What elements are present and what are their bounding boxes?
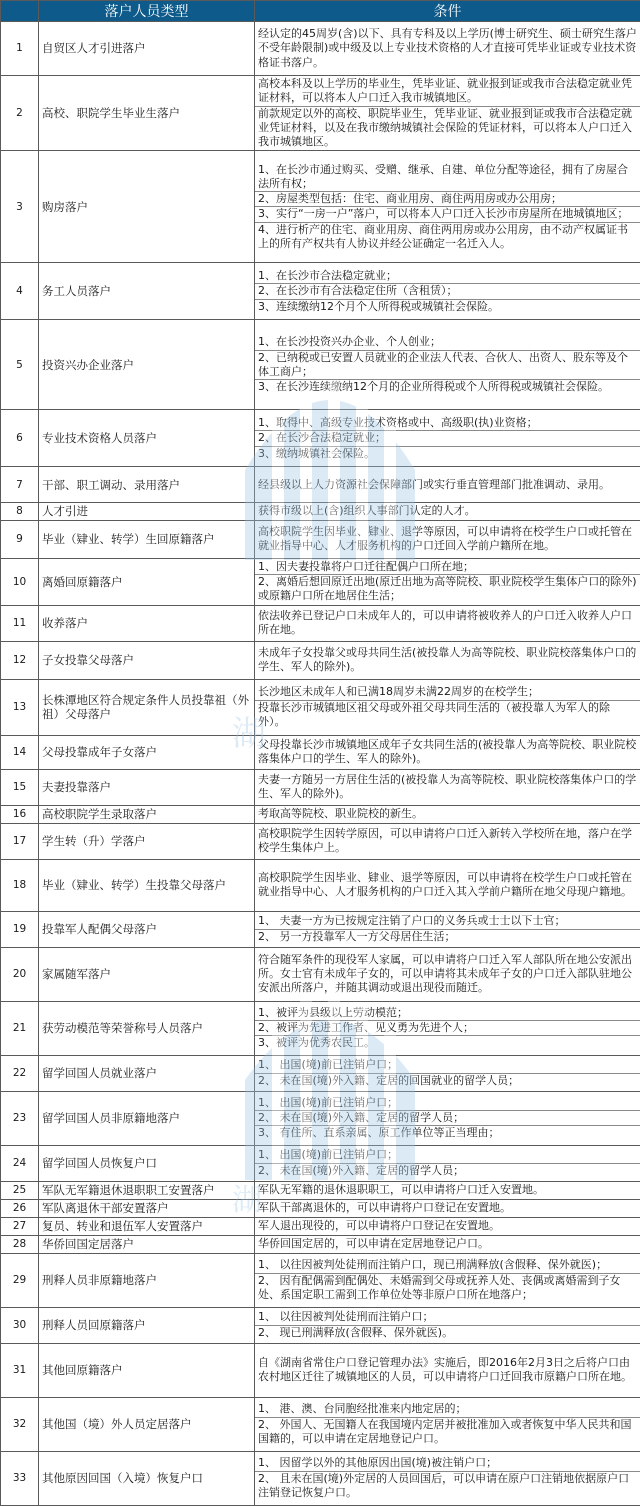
conditions-cell bbox=[255, 520, 640, 558]
condition-item: 1、在长沙投资兴办企业、个人创业； bbox=[258, 335, 637, 349]
condition-item: 高校职院学生因转学原因，可以申请将户口迁入新转入学校所在地，落户在学校学生集体户上。 bbox=[258, 827, 637, 856]
settlement-type: 留学回国人员恢复户口 bbox=[39, 1145, 255, 1181]
condition-item: 1、 因留学以外的其他原因出国(境)被注销户口； bbox=[258, 1456, 637, 1470]
row-number: 7 bbox=[1, 467, 39, 503]
conditions-cell bbox=[255, 1235, 640, 1253]
settlement-type: 子女投靠父母落户 bbox=[39, 641, 255, 679]
row-number: 26 bbox=[1, 1199, 39, 1217]
table-row bbox=[1, 503, 640, 520]
settlement-type: 离婚回原籍落户 bbox=[39, 558, 255, 605]
conditions-cell bbox=[255, 605, 640, 641]
condition-item: 1、在长沙市合法稳定就业； bbox=[258, 269, 637, 283]
condition-item: 1、 港、澳、台同胞经批准来内地定居的； bbox=[258, 1402, 637, 1416]
settlement-type: 夫妻投靠落户 bbox=[39, 769, 255, 805]
condition-item: 1、 出国(境)前已注销户口； bbox=[258, 1148, 637, 1162]
row-number: 3 bbox=[1, 151, 39, 263]
table-row bbox=[1, 1343, 640, 1397]
table-row bbox=[1, 1307, 640, 1343]
settlement-type: 复员、转业和退伍军人安置落户 bbox=[39, 1217, 255, 1235]
conditions-cell bbox=[255, 1055, 640, 1091]
conditions-cell bbox=[255, 1343, 640, 1397]
settlement-type: 华侨回国定居落户 bbox=[39, 1235, 255, 1253]
condition-item: 军人退出现役的，可以申请将户口登记在安置地。 bbox=[258, 1219, 637, 1233]
row-number: 1 bbox=[1, 22, 39, 76]
row-number: 6 bbox=[1, 410, 39, 467]
condition-item: 经县级以上人力资源社会保障部门或实行垂直管理部门批准调动、录用。 bbox=[258, 478, 637, 492]
condition-item: 2、 未在国(境)外入籍、定居的回国就业的留学人员； bbox=[255, 1073, 640, 1088]
table-row bbox=[1, 641, 640, 679]
row-number: 14 bbox=[1, 735, 39, 769]
condition-item: 2、 未在国(境)外入籍、定居的留学人员； bbox=[255, 1163, 640, 1178]
condition-item: 前款规定以外的高校、职院毕业生，凭毕业证、就业报到证或我市合法稳定就业凭证材料，以及在我市缴纳城镇社会保险的凭证材料，可以将本人户口迁入我市城镇地区。 bbox=[255, 106, 640, 150]
conditions-cell bbox=[255, 467, 640, 503]
condition-item: 1、在长沙市通过购买、受赠、继承、自建、单位分配等途径，拥有了房屋合法所有权； bbox=[258, 163, 637, 192]
table-row bbox=[1, 769, 640, 805]
table-row bbox=[1, 1001, 640, 1055]
condition-item: 1、 夫妻一方为已按规定注销了户口的义务兵或士士以下士官； bbox=[258, 914, 637, 928]
row-number: 28 bbox=[1, 1235, 39, 1253]
table-row bbox=[1, 735, 640, 769]
conditions-cell bbox=[255, 1307, 640, 1343]
condition-item: 3、 有住所、直系亲属、原工作单位等正当理由； bbox=[255, 1125, 640, 1140]
conditions-cell bbox=[255, 76, 640, 151]
settlement-type: 刑释人员回原籍落户 bbox=[39, 1307, 255, 1343]
condition-item: 高校职院学生因毕业、肄业、退学等原因，可以申请将在校学生户口或托管在就业指导中心、人才服务机构的户口迁入其入学前户籍所在地父母现户籍地。 bbox=[258, 871, 637, 900]
condition-item: 2、离婚后想回原迁出地(原迁出地为高等院校、职业院校学生集体户口的除外)或原籍户口所在地居住生活； bbox=[255, 574, 640, 604]
table-row bbox=[1, 1091, 640, 1145]
row-number: 15 bbox=[1, 769, 39, 805]
conditions-cell bbox=[255, 679, 640, 735]
row-number: 30 bbox=[1, 1307, 39, 1343]
conditions-cell bbox=[255, 320, 640, 410]
table-row bbox=[1, 22, 640, 76]
row-number: 12 bbox=[1, 641, 39, 679]
settlement-type: 其他回原籍落户 bbox=[39, 1343, 255, 1397]
condition-item: 1、 出国(境)前已注销户口； bbox=[258, 1058, 637, 1072]
condition-item: 华侨回国定居的，可以申请在定居地登记户口。 bbox=[258, 1237, 637, 1251]
conditions-cell bbox=[255, 823, 640, 859]
condition-item: 高校职院学生因毕业、肄业、退学等原因，可以申请将在校学生户口或托管在就业指导中心、人才服务机构的户口迁回入学前户籍所在地。 bbox=[258, 525, 637, 554]
settlement-type: 长株潭地区符合规定条件人员投靠祖（外祖）父母落户 bbox=[39, 679, 255, 735]
table-row bbox=[1, 151, 640, 263]
settlement-type: 投靠军人配偶父母落户 bbox=[39, 911, 255, 947]
table-row bbox=[1, 1253, 640, 1307]
condition-item: 3、连续缴纳12个月个人所得税或城镇社会保险。 bbox=[255, 299, 640, 314]
settlement-type: 投资兴办企业落户 bbox=[39, 320, 255, 410]
settlement-type: 其他国（境）外人员定居落户 bbox=[39, 1397, 255, 1451]
condition-item: 2、在长沙合法稳定就业； bbox=[255, 430, 640, 445]
condition-item: 4、进行析产的住宅、商业用房、商住两用房或办公用房，由不动产权属证书上的所有产权共有人协议并经公证确定一名迁入人。 bbox=[255, 222, 640, 252]
table-row bbox=[1, 1217, 640, 1235]
table-row bbox=[1, 1055, 640, 1091]
row-number: 27 bbox=[1, 1217, 39, 1235]
table-row bbox=[1, 1181, 640, 1199]
table-row bbox=[1, 679, 640, 735]
conditions-cell bbox=[255, 947, 640, 1001]
row-number: 16 bbox=[1, 805, 39, 823]
settlement-type: 学生转（升）学落户 bbox=[39, 823, 255, 859]
condition-item: 未成年子女投靠父或母共同生活(被投靠人为高等院校、职业院校落集体户口的学生、军人的除外)。 bbox=[258, 646, 637, 675]
settlement-type: 干部、职工调动、录用落户 bbox=[39, 467, 255, 503]
settlement-type: 毕业（肄业、转学）生回原籍落户 bbox=[39, 520, 255, 558]
settlement-type: 留学回国人员非原籍地落户 bbox=[39, 1091, 255, 1145]
conditions-cell bbox=[255, 859, 640, 911]
row-number: 13 bbox=[1, 679, 39, 735]
table-row bbox=[1, 263, 640, 320]
watermark-text-lower: 湖 bbox=[232, 1183, 262, 1218]
condition-item: 经认定的45周岁(含)以下、具有专科及以上学历(博士研究生、硕士研究生落户不受年龄限制)或中级及以上专业技术资格的人才直接可凭毕业证或专业技术资格证书落户。 bbox=[258, 27, 637, 70]
table-row bbox=[1, 558, 640, 605]
condition-item: 2、在长沙市有合法稳定住所（含租赁）； bbox=[255, 283, 640, 298]
conditions-cell bbox=[255, 1397, 640, 1451]
settlement-type: 父母投靠成年子女落户 bbox=[39, 735, 255, 769]
settlement-type: 专业技术资格人员落户 bbox=[39, 410, 255, 467]
conditions-cell bbox=[255, 1199, 640, 1217]
condition-item: 2、 未在国(境)外入籍、定居的留学人员； bbox=[255, 1110, 640, 1125]
table-row bbox=[1, 859, 640, 911]
table-row bbox=[1, 605, 640, 641]
conditions-cell bbox=[255, 1217, 640, 1235]
condition-item: 1、 以往因被判处徒刑而注销户口； bbox=[258, 1310, 637, 1324]
settlement-type: 其他原因回国（入境）恢复户口 bbox=[39, 1451, 255, 1505]
settlement-type: 高校职院学生录取落户 bbox=[39, 805, 255, 823]
condition-item: 1、被评为县级以上劳动模范； bbox=[258, 1006, 637, 1020]
settlement-type: 军队离退休干部安置落户 bbox=[39, 1199, 255, 1217]
row-number: 21 bbox=[1, 1001, 39, 1055]
settlement-type: 毕业（肄业、转学）生投靠父母落户 bbox=[39, 859, 255, 911]
row-number: 23 bbox=[1, 1091, 39, 1145]
row-number: 4 bbox=[1, 263, 39, 320]
condition-item: 考取高等院校、职业院校的新生。 bbox=[258, 807, 637, 821]
condition-item: 2、已纳税或已安置人员就业的企业法人代表、合伙人、出资人、股东等及个体工商户； bbox=[255, 350, 640, 380]
table-row bbox=[1, 76, 640, 151]
row-number: 5 bbox=[1, 320, 39, 410]
row-number: 10 bbox=[1, 558, 39, 605]
header-type: 落户人员类型 bbox=[39, 1, 255, 22]
condition-item: 军队干部离退休的，可以申请将户口登记在安置地。 bbox=[258, 1201, 637, 1215]
condition-item: 2、 因有配偶需到配偶处、未婚需到父母或抚养人处、丧偶或离婚需到子女处、系国定职工需到工作单位处等非原户口所在地落户； bbox=[255, 1273, 640, 1303]
row-number: 31 bbox=[1, 1343, 39, 1397]
conditions-cell bbox=[255, 1253, 640, 1307]
condition-item: 2、 且未在国(境)外定居的人员回国后，可以申请在原户口注销地依据原户口注销登记恢复户口。 bbox=[255, 1471, 640, 1501]
settlement-type: 高校、职院学生毕业生落户 bbox=[39, 76, 255, 151]
row-number: 19 bbox=[1, 911, 39, 947]
table-row bbox=[1, 1397, 640, 1451]
row-number: 9 bbox=[1, 520, 39, 558]
settlement-type: 留学回国人员就业落户 bbox=[39, 1055, 255, 1091]
table-row bbox=[1, 320, 640, 410]
table-row bbox=[1, 1235, 640, 1253]
table-row bbox=[1, 467, 640, 503]
condition-item: 2、 现已刑满释放(含假释、保外就医)。 bbox=[255, 1325, 640, 1340]
condition-item: 2、房屋类型包括：住宅、商业用房、商住两用房或办公用房； bbox=[255, 191, 640, 206]
condition-item: 自《湖南省常住户口登记管理办法》实施后，即2016年2月3日之后将户口由农村地区迁往了城镇地区的人员，可以申请将户口迁回我市原籍户口所在地。 bbox=[258, 1356, 637, 1385]
table-row bbox=[1, 520, 640, 558]
table-row bbox=[1, 947, 640, 1001]
condition-item: 2、 外国人、无国籍人在我国境内定居并被批准加入或者恢复中华人民共和国国籍的，可以申请在定居地登记户口。 bbox=[255, 1417, 640, 1447]
table-header-row bbox=[1, 1, 640, 22]
settlement-type: 刑释人员非原籍地落户 bbox=[39, 1253, 255, 1307]
conditions-cell bbox=[255, 503, 640, 520]
row-number: 11 bbox=[1, 605, 39, 641]
conditions-cell bbox=[255, 1001, 640, 1055]
table-row bbox=[1, 1451, 640, 1505]
table-row bbox=[1, 410, 640, 467]
row-number: 8 bbox=[1, 503, 39, 520]
conditions-cell bbox=[255, 410, 640, 467]
settlement-type: 获劳动模范等荣誉称号人员落户 bbox=[39, 1001, 255, 1055]
row-number: 25 bbox=[1, 1181, 39, 1199]
condition-item: 2、 另一方投靠军人一方父母居住生活； bbox=[255, 929, 640, 944]
conditions-cell bbox=[255, 558, 640, 605]
condition-item: 2、被评为先进工作者、见义勇为先进个人； bbox=[255, 1020, 640, 1035]
conditions-cell bbox=[255, 735, 640, 769]
watermark-text: 湖 bbox=[232, 714, 266, 754]
condition-item: 3、缴纳城镇社会保险。 bbox=[255, 446, 640, 461]
condition-item: 3、实行“一房一户”落户，可以将本人户口迁入长沙市房屋所在地城镇地区； bbox=[255, 206, 640, 221]
table-row bbox=[1, 1145, 640, 1181]
conditions-cell bbox=[255, 1091, 640, 1145]
condition-item: 依法收养已登记户口未成年人的，可以申请将被收养人的户口迁入收养人户口所在地。 bbox=[258, 609, 637, 638]
conditions-cell bbox=[255, 1181, 640, 1199]
condition-item: 1、 以往因被判处徒刑而注销户口，现已刑满释放(含假释、保外就医)； bbox=[258, 1258, 637, 1272]
settlement-type: 购房落户 bbox=[39, 151, 255, 263]
condition-item: 高校本科及以上学历的毕业生，凭毕业证、就业报到证或我市合法稳定就业凭证材料，可以将本人户口迁入我市城镇地区。 bbox=[258, 77, 637, 106]
conditions-cell bbox=[255, 1451, 640, 1505]
condition-item: 1、因夫妻投靠将户口迁往配偶户口所在地； bbox=[258, 560, 637, 574]
condition-item: 符合随军条件的现役军人家属，可以申请将户口迁入军人部队所在地公安派出所。女士官有未成年子女的，可以申请将其未成年子女的户口迁入部队驻地公安派出所落户，并随其调动或退出现役而随迁。 bbox=[258, 953, 637, 996]
table-row bbox=[1, 911, 640, 947]
conditions-cell bbox=[255, 263, 640, 320]
row-number: 17 bbox=[1, 823, 39, 859]
row-number: 22 bbox=[1, 1055, 39, 1091]
conditions-cell bbox=[255, 911, 640, 947]
settlement-type: 务工人员落户 bbox=[39, 263, 255, 320]
condition-item: 投靠长沙市城镇地区祖父母或外祖父母共同生活的（被投靠人为军人的除外）。 bbox=[255, 700, 640, 730]
header-condition: 条件 bbox=[255, 1, 640, 22]
condition-item: 1、取得中、高级专业技术资格或中、高级职(执)业资格； bbox=[258, 416, 637, 430]
settlement-type: 自贸区人才引进落户 bbox=[39, 22, 255, 76]
condition-item: 3、被评为优秀农民工。 bbox=[255, 1035, 640, 1050]
conditions-cell bbox=[255, 151, 640, 263]
condition-item: 父母投靠长沙市城镇地区成年子女共同生活的(被投靠人为高等院校、职业院校落集体户口的学生、军人的除外)。 bbox=[258, 738, 637, 767]
row-number: 32 bbox=[1, 1397, 39, 1451]
settlement-type: 军队无军籍退休退职职工安置落户 bbox=[39, 1181, 255, 1199]
conditions-cell bbox=[255, 805, 640, 823]
settlement-type: 人才引进 bbox=[39, 503, 255, 520]
conditions-cell bbox=[255, 1145, 640, 1181]
table-row bbox=[1, 823, 640, 859]
conditions-cell bbox=[255, 22, 640, 76]
conditions-cell bbox=[255, 769, 640, 805]
conditions-cell bbox=[255, 641, 640, 679]
row-number: 29 bbox=[1, 1253, 39, 1307]
header-number bbox=[1, 1, 39, 22]
condition-item: 军队无军籍的退休退职职工，可以申请将户口迁入安置地。 bbox=[258, 1183, 637, 1197]
row-number: 2 bbox=[1, 76, 39, 151]
condition-item: 长沙地区未成年人和已满18周岁未满22周岁的在校学生； bbox=[258, 685, 637, 699]
table-body bbox=[1, 22, 640, 1506]
row-number: 20 bbox=[1, 947, 39, 1001]
condition-item: 1、 出国(境)前已注销户口； bbox=[258, 1096, 637, 1110]
table-row bbox=[1, 1199, 640, 1217]
row-number: 18 bbox=[1, 859, 39, 911]
row-number: 33 bbox=[1, 1451, 39, 1505]
condition-item: 3、在长沙连续缴纳12个月的企业所得税或个人所得税或城镇社会保险。 bbox=[255, 379, 640, 394]
condition-item: 夫妻一方随另一方居住生活的(被投靠人为高等院校、职业院校落集体户口的学生、军人的除外)。 bbox=[258, 773, 637, 802]
table-row bbox=[1, 805, 640, 823]
settlement-type: 收养落户 bbox=[39, 605, 255, 641]
settlement-type: 家属随军落户 bbox=[39, 947, 255, 1001]
row-number: 24 bbox=[1, 1145, 39, 1181]
condition-item: 获得市级以上(含)组织人事部门认定的人才。 bbox=[258, 504, 637, 518]
